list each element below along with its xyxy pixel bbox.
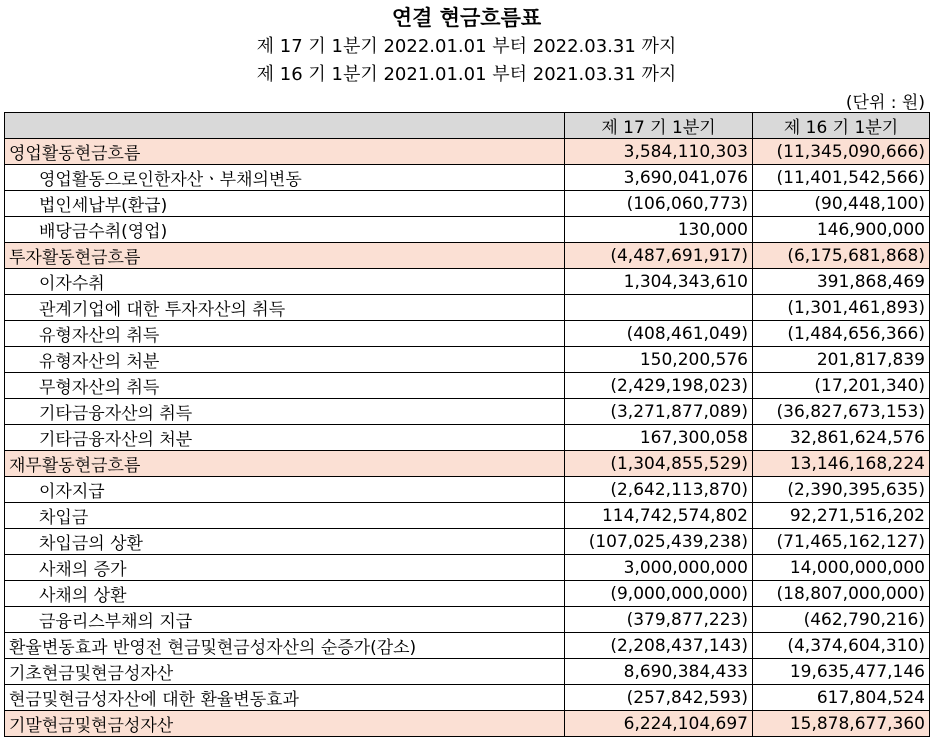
row-current-value: (3,271,877,089) (565, 399, 753, 425)
row-prior-value: 617,804,524 (753, 685, 930, 711)
row-label: 이자지급 (5, 477, 565, 503)
table-row (5, 451, 930, 477)
table-row (5, 217, 930, 243)
row-prior-value: 201,817,839 (753, 347, 930, 373)
row-prior-value: (462,790,216) (753, 607, 930, 633)
table-row (5, 529, 930, 555)
table-row (5, 711, 930, 737)
cash-flow-table (4, 112, 930, 737)
row-prior-value: (1,484,656,366) (753, 321, 930, 347)
table-row (5, 555, 930, 581)
row-label: 재무활동현금흐름 (5, 451, 565, 477)
row-label: 법인세납부(환급) (5, 191, 565, 217)
row-current-value: (2,429,198,023) (565, 373, 753, 399)
table-row (5, 373, 930, 399)
table-row (5, 685, 930, 711)
row-label: 유형자산의 취득 (5, 321, 565, 347)
row-prior-value: (11,345,090,666) (753, 139, 930, 165)
row-label: 차입금 (5, 503, 565, 529)
header-row (5, 113, 930, 139)
row-current-value: 3,584,110,303 (565, 139, 753, 165)
row-label: 금융리스부채의 지급 (5, 607, 565, 633)
header-label (5, 113, 565, 139)
row-label: 차입금의 상환 (5, 529, 565, 555)
row-label: 영업활동으로인한자산ㆍ부채의변동 (5, 165, 565, 191)
row-current-value: (9,000,000,000) (565, 581, 753, 607)
row-label: 유형자산의 처분 (5, 347, 565, 373)
row-prior-value: 146,900,000 (753, 217, 930, 243)
unit-label: (단위 : 원) (845, 93, 925, 113)
row-current-value: 167,300,058 (565, 425, 753, 451)
row-current-value: 1,304,343,610 (565, 269, 753, 295)
row-current-value: 8,690,384,433 (565, 659, 753, 685)
row-current-value: (379,877,223) (565, 607, 753, 633)
row-prior-value: (71,465,162,127) (753, 529, 930, 555)
row-prior-value: (2,390,395,635) (753, 477, 930, 503)
row-current-value: (1,304,855,529) (565, 451, 753, 477)
row-prior-value: (36,827,673,153) (753, 399, 930, 425)
row-prior-value: 13,146,168,224 (753, 451, 930, 477)
row-prior-value: (6,175,681,868) (753, 243, 930, 269)
row-label: 현금및현금성자산에 대한 환율변동효과 (5, 685, 565, 711)
row-label: 기타금융자산의 처분 (5, 425, 565, 451)
row-label: 기초현금및현금성자산 (5, 659, 565, 685)
table-row (5, 399, 930, 425)
period-prior: 제 16 기 1분기 2021.01.01 부터 2021.03.31 까지 (256, 64, 677, 85)
table-row (5, 321, 930, 347)
row-label: 환율변동효과 반영전 현금및현금성자산의 순증가(감소) (5, 633, 565, 659)
table-row (5, 477, 930, 503)
table-row (5, 165, 930, 191)
row-current-value (565, 295, 753, 321)
table-row (5, 347, 930, 373)
row-label: 관계기업에 대한 투자자산의 취득 (5, 295, 565, 321)
statement-title: 연결 현금흐름표 (391, 6, 542, 30)
row-label: 기말현금및현금성자산 (5, 711, 565, 737)
table-row (5, 243, 930, 269)
row-label: 배당금수취(영업) (5, 217, 565, 243)
row-current-value: (257,842,593) (565, 685, 753, 711)
row-current-value: (2,208,437,143) (565, 633, 753, 659)
table-row (5, 503, 930, 529)
row-prior-value: (11,401,542,566) (753, 165, 930, 191)
row-label: 사채의 상환 (5, 581, 565, 607)
row-label: 사채의 증가 (5, 555, 565, 581)
table-row (5, 139, 930, 165)
table-row (5, 191, 930, 217)
row-prior-value: 14,000,000,000 (753, 555, 930, 581)
row-prior-value: 391,868,469 (753, 269, 930, 295)
row-current-value: 6,224,104,697 (565, 711, 753, 737)
row-current-value: (106,060,773) (565, 191, 753, 217)
row-label: 기타금융자산의 취득 (5, 399, 565, 425)
row-prior-value: (18,807,000,000) (753, 581, 930, 607)
row-current-value: (2,642,113,870) (565, 477, 753, 503)
table-row (5, 269, 930, 295)
row-current-value: 130,000 (565, 217, 753, 243)
row-current-value: 114,742,574,802 (565, 503, 753, 529)
table-row (5, 659, 930, 685)
header-current: 제 17 기 1분기 (565, 113, 753, 139)
table-row (5, 425, 930, 451)
table-row (5, 295, 930, 321)
row-label: 투자활동현금흐름 (5, 243, 565, 269)
header-prior: 제 16 기 1분기 (753, 113, 930, 139)
row-prior-value: 15,878,677,360 (753, 711, 930, 737)
row-current-value: 3,000,000,000 (565, 555, 753, 581)
row-prior-value: (90,448,100) (753, 191, 930, 217)
row-label: 무형자산의 취득 (5, 373, 565, 399)
row-current-value: (4,487,691,917) (565, 243, 753, 269)
row-current-value: 150,200,576 (565, 347, 753, 373)
row-label: 영업활동현금흐름 (5, 139, 565, 165)
period-current: 제 17 기 1분기 2022.01.01 부터 2022.03.31 까지 (256, 36, 677, 57)
row-current-value: 3,690,041,076 (565, 165, 753, 191)
row-current-value: (107,025,439,238) (565, 529, 753, 555)
table-row (5, 581, 930, 607)
row-prior-value: (4,374,604,310) (753, 633, 930, 659)
table-row (5, 633, 930, 659)
row-prior-value: (17,201,340) (753, 373, 930, 399)
row-prior-value: 32,861,624,576 (753, 425, 930, 451)
row-label: 이자수취 (5, 269, 565, 295)
row-prior-value: (1,301,461,893) (753, 295, 930, 321)
row-prior-value: 92,271,516,202 (753, 503, 930, 529)
row-prior-value: 19,635,477,146 (753, 659, 930, 685)
row-current-value: (408,461,049) (565, 321, 753, 347)
table-row (5, 607, 930, 633)
